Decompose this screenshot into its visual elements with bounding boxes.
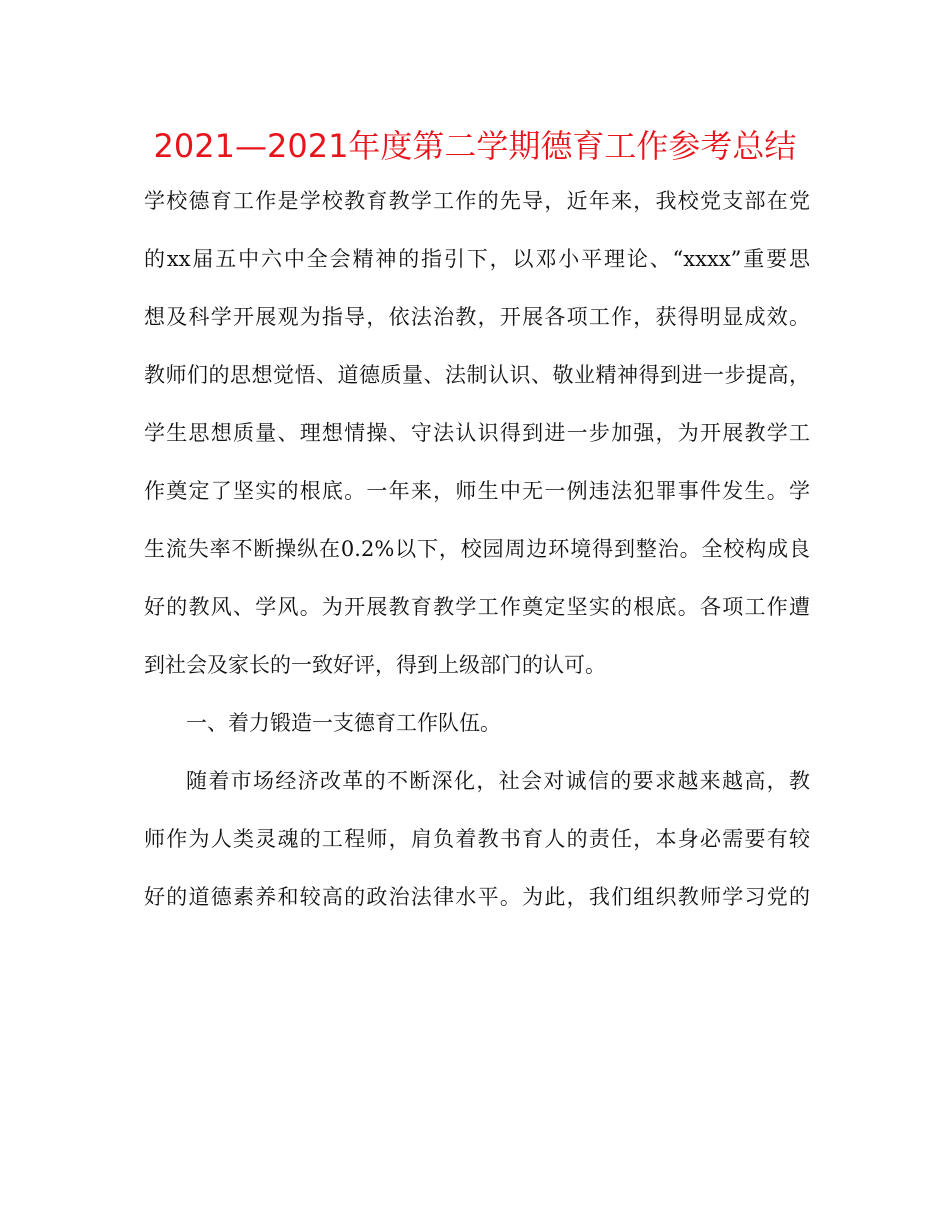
- body-line: 好的教风、学风。为开展教育教学工作奠定坚实的根底。各项工作遭: [144, 595, 810, 619]
- body-line: 学校德育工作是学校教育教学工作的先导，近年来，我校党支部在党: [144, 189, 810, 213]
- body-line: 到社会及家长的一致好评，得到上级部门的认可。: [144, 653, 606, 677]
- body-line: 好的道德素养和较高的政治法律水平。为此，我们组织教师学习党的: [144, 885, 810, 909]
- body-line: 的xx届五中六中全会精神的指引下，以邓小平理论、“xxxx”重要思: [144, 247, 810, 271]
- body-line: 想及科学开展观为指导，依法治教，开展各项工作，获得明显成效。: [144, 305, 810, 329]
- body-line: 随着市场经济改革的不断深化，社会对诚信的要求越来越高，教: [186, 769, 810, 793]
- body-line: 学生思想质量、理想情操、守法认识得到进一步加强，为开展教学工: [144, 421, 810, 445]
- body-line: 教师们的思想觉悟、道德质量、法制认识、敬业精神得到进一步提高，: [144, 363, 810, 387]
- body-line: 师作为人类灵魂的工程师，肩负着教书育人的责任，本身必需要有较: [144, 827, 810, 851]
- document-title: 2021—2021年度第二学期德育工作参考总结: [153, 127, 797, 165]
- body-line: 作奠定了坚实的根底。一年来，师生中无一例违法犯罪事件发生。学: [144, 479, 810, 503]
- document-body: [144, 172, 810, 926]
- section-heading: 一、着力锻造一支德育工作队伍。: [186, 711, 501, 735]
- body-line: 生流失率不断操纵在0.2%以下，校园周边环境得到整治。全校构成良: [144, 537, 810, 561]
